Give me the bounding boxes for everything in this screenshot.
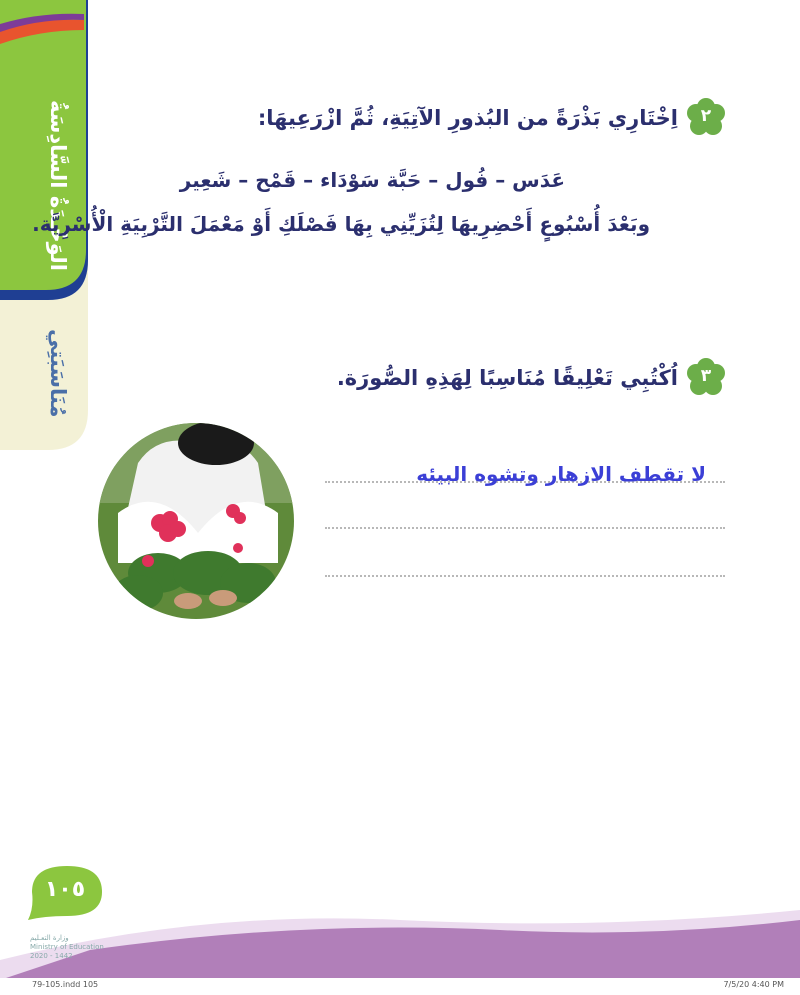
unit-subtitle: مُنَاسَبَتِي xyxy=(46,328,70,418)
question-2-number: ٢ xyxy=(700,106,712,126)
answer-line-2[interactable] xyxy=(325,527,725,529)
handwritten-answer: لا تقطف الازهار وتشوه البيئه xyxy=(416,462,706,486)
question-3-number: ٣ xyxy=(700,366,712,386)
seed-list: عَدَس – فُول – حَبَّة سَوْدَاء – قَمْح – شَعِير xyxy=(179,168,565,192)
slug-date: 7/5/20 4:40 PM xyxy=(723,980,784,989)
question-3-badge xyxy=(686,358,726,398)
question-2-prompt: اِخْتَارِي بَذْرَةً من البُذورِ الآتِيَةِ، ثُمَّ ازْرَعِيهَا: xyxy=(257,106,678,130)
ministry-year: 2020 - 1442 xyxy=(30,952,73,960)
question-3 xyxy=(337,358,726,398)
ministry-name-ar: وزارة التعـليم xyxy=(30,934,69,942)
footer-wave xyxy=(0,880,800,991)
page-number: ١٠٥ xyxy=(44,877,86,902)
question-2 xyxy=(258,98,726,138)
ministry-name-en: Ministry of Education xyxy=(30,943,104,951)
print-slug-strip xyxy=(0,978,800,991)
unit-title: الوَحْـدَةُ السَّادِسَةُ xyxy=(46,99,70,271)
ministry-logo xyxy=(30,934,104,961)
answer-line-3[interactable] xyxy=(325,575,725,577)
question-2-instruction: وبَعْدَ أُسْبُوعٍ أَحْضِرِيهَا لِتُزَيِّنِي بِهَا فَصْلَكِ أَوْ مَعْمَلَ التَّرْبِيَةِ الْأُسْرِيَّة. xyxy=(32,212,650,236)
question-2-badge xyxy=(686,98,726,138)
slug-file: 79-105.indd 105 xyxy=(32,980,99,989)
question-3-prompt: اُكْتُبِي تَعْلِيقًا مُنَاسِبًا لِهَذِهِ الصُّورَة. xyxy=(336,366,678,390)
planting-photo xyxy=(98,423,294,619)
